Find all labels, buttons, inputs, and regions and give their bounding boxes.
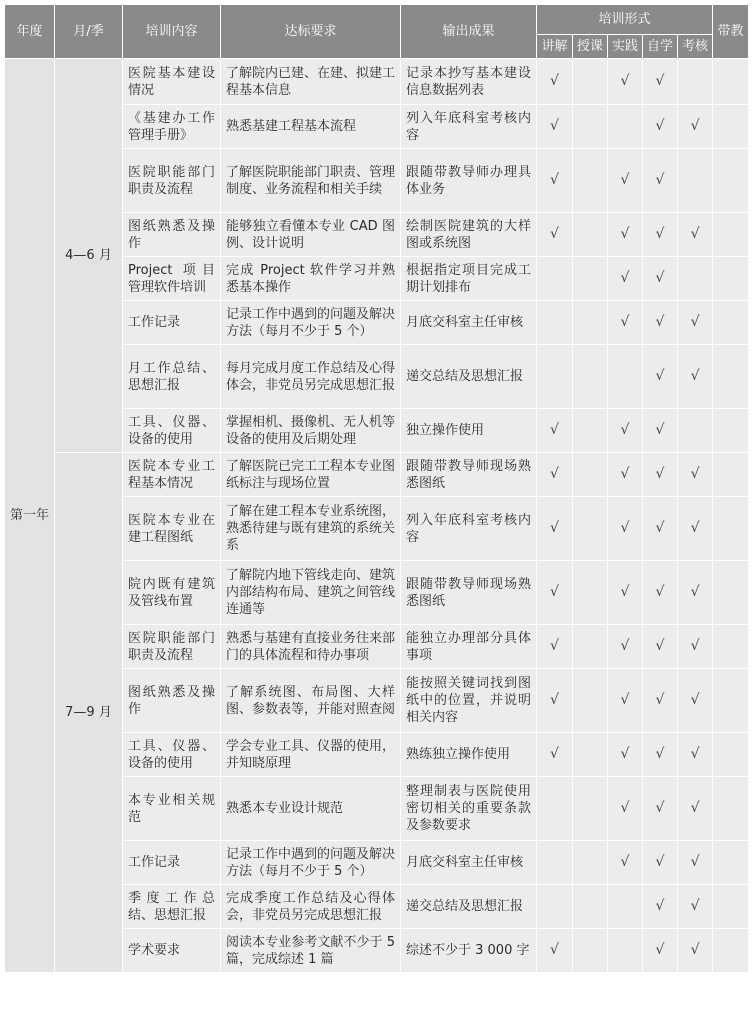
output-cell: 记录本抄写基本建设信息数据列表: [401, 59, 537, 105]
form-teaching-cell: [573, 149, 608, 213]
mentor-cell: [713, 841, 749, 885]
form-teaching-cell: [573, 409, 608, 453]
content-cell: 工作记录: [123, 841, 221, 885]
output-cell: 跟随带教导师现场熟悉图纸: [401, 561, 537, 625]
form-assessment-cell: [678, 345, 713, 409]
form-self-study-cell: [643, 301, 678, 345]
check-mark-icon: √: [620, 314, 630, 330]
mentor-cell: [713, 257, 749, 301]
form-lecture-cell: [537, 625, 573, 669]
form-lecture-cell: [537, 669, 573, 733]
form-self-study-cell: [643, 497, 678, 561]
mentor-cell: [713, 301, 749, 345]
form-self-study-cell: [643, 105, 678, 149]
form-practice-cell: [608, 777, 643, 841]
check-mark-icon: √: [690, 638, 700, 654]
form-practice-cell: [608, 409, 643, 453]
check-mark-icon: √: [550, 584, 559, 600]
form-assessment-cell: [678, 59, 713, 105]
check-mark-icon: √: [655, 314, 665, 330]
form-self-study-cell: [643, 929, 678, 973]
form-self-study-cell: [643, 59, 678, 105]
form-self-study-cell: [643, 625, 678, 669]
form-assessment-cell: [678, 929, 713, 973]
form-self-study-cell: [643, 409, 678, 453]
requirement-cell: 记录工作中遇到的问题及解决方法（每月不少于 5 个）: [221, 841, 401, 885]
form-practice-cell: [608, 733, 643, 777]
form-lecture-cell: [537, 561, 573, 625]
form-teaching-cell: [573, 929, 608, 973]
form-practice-cell: [608, 561, 643, 625]
form-lecture-cell: [537, 59, 573, 105]
form-lecture-cell: [537, 777, 573, 841]
form-practice-cell: [608, 841, 643, 885]
header-year: 年度: [5, 5, 55, 59]
check-mark-icon: √: [550, 942, 559, 958]
form-teaching-cell: [573, 841, 608, 885]
mentor-cell: [713, 929, 749, 973]
form-lecture-cell: [537, 345, 573, 409]
check-mark-icon: √: [655, 584, 665, 600]
content-cell: 工作记录: [123, 301, 221, 345]
check-mark-icon: √: [620, 172, 630, 188]
form-teaching-cell: [573, 777, 608, 841]
form-self-study-cell: [643, 345, 678, 409]
form-lecture-cell: [537, 841, 573, 885]
form-practice-cell: [608, 453, 643, 497]
requirement-cell: 了解系统图、布局图、大样图、参数表等，并能对照查阅: [221, 669, 401, 733]
output-cell: 月底交科室主任审核: [401, 301, 537, 345]
check-mark-icon: √: [620, 270, 630, 286]
check-mark-icon: √: [690, 368, 700, 384]
check-mark-icon: √: [655, 692, 665, 708]
form-assessment-cell: [678, 777, 713, 841]
header-output: 输出成果: [401, 5, 537, 59]
content-cell: 本专业相关规范: [123, 777, 221, 841]
year-cell: 第一年: [5, 59, 55, 973]
check-mark-icon: √: [690, 800, 700, 816]
check-mark-icon: √: [550, 692, 559, 708]
content-cell: 《基建办工作管理手册》: [123, 105, 221, 149]
form-practice-cell: [608, 301, 643, 345]
check-mark-icon: √: [690, 898, 700, 914]
form-teaching-cell: [573, 301, 608, 345]
mentor-cell: [713, 149, 749, 213]
check-mark-icon: √: [550, 118, 559, 134]
check-mark-icon: √: [655, 270, 665, 286]
content-cell: 医院基本建设情况: [123, 59, 221, 105]
check-mark-icon: √: [690, 466, 700, 482]
requirement-cell: 了解医院职能部门职责、管理制度、业务流程和相关手续: [221, 149, 401, 213]
content-cell: 医院本专业工程基本情况: [123, 453, 221, 497]
form-self-study-cell: [643, 777, 678, 841]
check-mark-icon: √: [690, 584, 700, 600]
check-mark-icon: √: [550, 746, 559, 762]
check-mark-icon: √: [690, 942, 700, 958]
mentor-cell: [713, 733, 749, 777]
form-teaching-cell: [573, 625, 608, 669]
form-self-study-cell: [643, 669, 678, 733]
requirement-cell: 完成季度工作总结及心得体会，非党员另完成思想汇报: [221, 885, 401, 929]
content-cell: 医院职能部门职责及流程: [123, 149, 221, 213]
mentor-cell: [713, 497, 749, 561]
form-teaching-cell: [573, 669, 608, 733]
mentor-cell: [713, 625, 749, 669]
form-self-study-cell: [643, 257, 678, 301]
form-assessment-cell: [678, 257, 713, 301]
form-assessment-cell: [678, 213, 713, 257]
check-mark-icon: √: [550, 422, 559, 438]
form-teaching-cell: [573, 105, 608, 149]
output-cell: 独立操作使用: [401, 409, 537, 453]
output-cell: 递交总结及思想汇报: [401, 885, 537, 929]
requirement-cell: 熟悉基建工程基本流程: [221, 105, 401, 149]
requirement-cell: 能够独立看懂本专业 CAD 图例、设计说明: [221, 213, 401, 257]
check-mark-icon: √: [655, 898, 665, 914]
form-self-study-cell: [643, 733, 678, 777]
output-cell: 综述不少于 3 000 字: [401, 929, 537, 973]
check-mark-icon: √: [620, 746, 630, 762]
check-mark-icon: √: [620, 800, 630, 816]
requirement-cell: 阅读本专业参考文献不少于 5 篇，完成综述 1 篇: [221, 929, 401, 973]
check-mark-icon: √: [655, 854, 665, 870]
output-cell: 跟随带教导师现场熟悉图纸: [401, 453, 537, 497]
output-cell: 递交总结及思想汇报: [401, 345, 537, 409]
check-mark-icon: √: [690, 314, 700, 330]
form-teaching-cell: [573, 345, 608, 409]
header-form-assessment: 考核: [678, 35, 713, 59]
form-assessment-cell: [678, 453, 713, 497]
form-self-study-cell: [643, 885, 678, 929]
form-lecture-cell: [537, 409, 573, 453]
check-mark-icon: √: [690, 746, 700, 762]
requirement-cell: 完成 Project 软件学习并熟悉基本操作: [221, 257, 401, 301]
mentor-cell: [713, 59, 749, 105]
mentor-cell: [713, 885, 749, 929]
header-mentor: 带教: [713, 5, 749, 59]
form-practice-cell: [608, 497, 643, 561]
form-assessment-cell: [678, 409, 713, 453]
requirement-cell: 掌握相机、摄像机、无人机等设备的使用及后期处理: [221, 409, 401, 453]
output-cell: 列入年底科室考核内容: [401, 497, 537, 561]
content-cell: 医院本专业在建工程图纸: [123, 497, 221, 561]
mentor-cell: [713, 345, 749, 409]
form-lecture-cell: [537, 149, 573, 213]
check-mark-icon: √: [655, 422, 665, 438]
check-mark-icon: √: [620, 584, 630, 600]
output-cell: 月底交科室主任审核: [401, 841, 537, 885]
check-mark-icon: √: [620, 854, 630, 870]
header-training-form: 培训形式: [537, 5, 713, 35]
check-mark-icon: √: [550, 520, 559, 536]
check-mark-icon: √: [550, 73, 559, 89]
form-self-study-cell: [643, 149, 678, 213]
form-assessment-cell: [678, 105, 713, 149]
period-cell: 7—9 月: [55, 453, 123, 973]
form-lecture-cell: [537, 929, 573, 973]
form-teaching-cell: [573, 885, 608, 929]
requirement-cell: 了解院内已建、在建、拟建工程基本信息: [221, 59, 401, 105]
content-cell: 月工作总结、思想汇报: [123, 345, 221, 409]
mentor-cell: [713, 561, 749, 625]
header-form-self-study: 自学: [643, 35, 678, 59]
form-practice-cell: [608, 213, 643, 257]
check-mark-icon: √: [550, 172, 559, 188]
check-mark-icon: √: [655, 172, 665, 188]
content-cell: 学术要求: [123, 929, 221, 973]
mentor-cell: [713, 105, 749, 149]
form-assessment-cell: [678, 669, 713, 733]
form-assessment-cell: [678, 301, 713, 345]
output-cell: 整理制表与医院使用密切相关的重要条款及参数要求: [401, 777, 537, 841]
form-self-study-cell: [643, 841, 678, 885]
requirement-cell: 了解在建工程本专业系统图，熟悉待建与既有建筑的系统关系: [221, 497, 401, 561]
content-cell: 院内既有建筑及管线布置: [123, 561, 221, 625]
form-assessment-cell: [678, 625, 713, 669]
header-form-teaching: 授课: [573, 35, 608, 59]
check-mark-icon: √: [655, 800, 665, 816]
mentor-cell: [713, 777, 749, 841]
requirement-cell: 学会专业工具、仪器的使用，并知晓原理: [221, 733, 401, 777]
check-mark-icon: √: [690, 520, 700, 536]
header-requirement: 达标要求: [221, 5, 401, 59]
form-practice-cell: [608, 257, 643, 301]
check-mark-icon: √: [620, 466, 630, 482]
form-teaching-cell: [573, 561, 608, 625]
check-mark-icon: √: [655, 942, 665, 958]
form-lecture-cell: [537, 497, 573, 561]
form-assessment-cell: [678, 885, 713, 929]
check-mark-icon: √: [620, 520, 630, 536]
form-lecture-cell: [537, 301, 573, 345]
content-cell: 季度工作总结、思想汇报: [123, 885, 221, 929]
table-row: [5, 59, 749, 105]
output-cell: 根据指定项目完成工期计划排布: [401, 257, 537, 301]
check-mark-icon: √: [620, 638, 630, 654]
form-practice-cell: [608, 625, 643, 669]
header-period: 月/季: [55, 5, 123, 59]
output-cell: 熟练独立操作使用: [401, 733, 537, 777]
check-mark-icon: √: [655, 746, 665, 762]
form-teaching-cell: [573, 497, 608, 561]
mentor-cell: [713, 453, 749, 497]
output-cell: 跟随带教导师办理具体业务: [401, 149, 537, 213]
form-lecture-cell: [537, 733, 573, 777]
check-mark-icon: √: [620, 73, 630, 89]
content-cell: 工具、仪器、设备的使用: [123, 733, 221, 777]
form-practice-cell: [608, 669, 643, 733]
training-plan-table: [4, 4, 749, 973]
check-mark-icon: √: [690, 226, 700, 242]
output-cell: 绘制医院建筑的大样图或系统图: [401, 213, 537, 257]
requirement-cell: 熟悉本专业设计规范: [221, 777, 401, 841]
check-mark-icon: √: [620, 226, 630, 242]
form-assessment-cell: [678, 733, 713, 777]
mentor-cell: [713, 409, 749, 453]
check-mark-icon: √: [655, 520, 665, 536]
check-mark-icon: √: [690, 118, 700, 134]
form-practice-cell: [608, 345, 643, 409]
form-lecture-cell: [537, 257, 573, 301]
check-mark-icon: √: [620, 422, 630, 438]
form-practice-cell: [608, 149, 643, 213]
form-teaching-cell: [573, 213, 608, 257]
form-practice-cell: [608, 59, 643, 105]
form-lecture-cell: [537, 453, 573, 497]
form-lecture-cell: [537, 885, 573, 929]
requirement-cell: 每月完成月度工作总结及心得体会，非党员另完成思想汇报: [221, 345, 401, 409]
check-mark-icon: √: [620, 692, 630, 708]
form-self-study-cell: [643, 213, 678, 257]
form-practice-cell: [608, 929, 643, 973]
requirement-cell: 记录工作中遇到的问题及解决方法（每月不少于 5 个）: [221, 301, 401, 345]
check-mark-icon: √: [655, 638, 665, 654]
form-practice-cell: [608, 885, 643, 929]
mentor-cell: [713, 213, 749, 257]
check-mark-icon: √: [690, 854, 700, 870]
form-self-study-cell: [643, 561, 678, 625]
check-mark-icon: √: [655, 466, 665, 482]
form-assessment-cell: [678, 497, 713, 561]
table-row: [5, 453, 749, 497]
requirement-cell: 了解院内地下管线走向、建筑内部结构布局、建筑之间管线连通等: [221, 561, 401, 625]
form-teaching-cell: [573, 733, 608, 777]
form-practice-cell: [608, 105, 643, 149]
check-mark-icon: √: [550, 466, 559, 482]
form-teaching-cell: [573, 257, 608, 301]
period-cell: 4—6 月: [55, 59, 123, 453]
form-assessment-cell: [678, 561, 713, 625]
check-mark-icon: √: [655, 226, 665, 242]
content-cell: 医院职能部门职责及流程: [123, 625, 221, 669]
output-cell: 列入年底科室考核内容: [401, 105, 537, 149]
header-form-practice: 实践: [608, 35, 643, 59]
check-mark-icon: √: [655, 368, 665, 384]
form-assessment-cell: [678, 841, 713, 885]
content-cell: 图纸熟悉及操作: [123, 213, 221, 257]
output-cell: 能独立办理部分具体事项: [401, 625, 537, 669]
content-cell: 图纸熟悉及操作: [123, 669, 221, 733]
form-self-study-cell: [643, 453, 678, 497]
form-teaching-cell: [573, 453, 608, 497]
requirement-cell: 了解医院已完工工程本专业图纸标注与现场位置: [221, 453, 401, 497]
header-content: 培训内容: [123, 5, 221, 59]
check-mark-icon: √: [655, 73, 665, 89]
content-cell: Project 项目管理软件培训: [123, 257, 221, 301]
check-mark-icon: √: [655, 118, 665, 134]
output-cell: 能按照关键词找到图纸中的位置，并说明相关内容: [401, 669, 537, 733]
check-mark-icon: √: [550, 226, 559, 242]
form-lecture-cell: [537, 105, 573, 149]
table-header: [5, 5, 749, 59]
check-mark-icon: √: [550, 638, 559, 654]
form-lecture-cell: [537, 213, 573, 257]
form-assessment-cell: [678, 149, 713, 213]
mentor-cell: [713, 669, 749, 733]
form-teaching-cell: [573, 59, 608, 105]
content-cell: 工具、仪器、设备的使用: [123, 409, 221, 453]
requirement-cell: 熟悉与基建有直接业务往来部门的具体流程和待办事项: [221, 625, 401, 669]
check-mark-icon: √: [690, 692, 700, 708]
header-form-lecture: 讲解: [537, 35, 573, 59]
table-body: [5, 59, 749, 973]
